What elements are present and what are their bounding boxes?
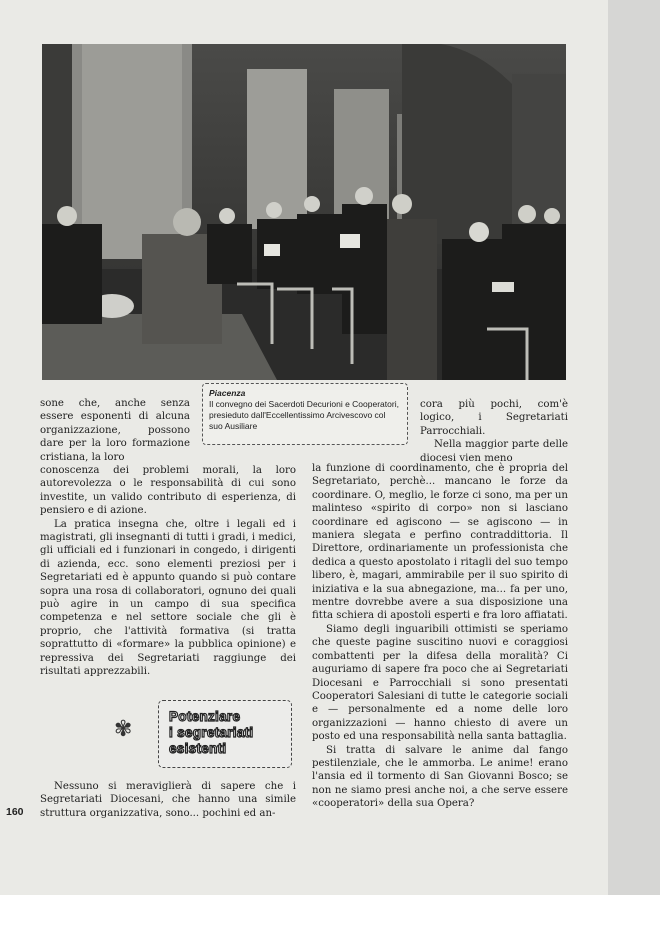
page-margin (608, 0, 660, 944)
section-heading-box (158, 700, 292, 768)
photo-caption (202, 383, 408, 445)
right-column-top-text (420, 398, 568, 465)
left-paragraph-3: Nessuno si meraviglierà di sapere che i Segretariati Diocesani, che hanno una simile struttura organizzativa, sono... pochini ed an- (40, 781, 296, 819)
caption-text: Il convegno dei Sacerdoti Decurioni e Cooperatori, presieduto dall'Eccellentissimo Arcivescovo col suo Ausiliare (209, 399, 399, 431)
left-paragraph-2: La pratica insegna che, oltre i legali ed i magistrati, gli insegnanti di tutti i gradi, i medici, gli ufficiali ed i funzionari in congedo, i dirigenti di azienda, ecc. sono elementi preziosi per i Segretariati ed è appunto quando si può contare sopra una rosa di collaboratori, ognuno dei quali può agire in un campo di sua specifica competenza e nel settore sociale che gli è proprio, che l'attività formativa (si tratta soprattutto di «formare» la pubblica opinione) e repressiva dei Segretariati raggiunge dei risultati apprezzabili. (40, 518, 297, 678)
left-column-top-text (40, 397, 190, 464)
right-paragraph-3: Si tratta di salvare le anime dal fango pestilenziale, che le ammorba. Le anime! erano l'ansia ed il tormento di San Giovanni Bosco; se non ne siamo presi anche noi, a che serve essere «cooperatori» della sua Opera? (312, 744, 568, 810)
right-paragraph-1-start: Nella maggior parte delle diocesi vien meno (420, 439, 568, 464)
ornament-icon: ✾ (114, 717, 133, 742)
section-heading-line-1: Potenziare (169, 709, 241, 724)
section-heading-line-3: esistenti (169, 741, 227, 756)
right-column-body (312, 462, 568, 811)
right-paragraph-start: cora più pochi, com'è logico, i Segretariati Parrocchiali. (420, 399, 568, 437)
scan-border (0, 895, 660, 944)
left-column-bottom (40, 780, 296, 820)
meeting-photograph (42, 44, 566, 380)
right-paragraph-2: Siamo degli inguaribili ottimisti se speriamo che queste pagine suscitino nuovi e coraggiosi combattenti per la difesa della moralità? Ci auguriamo di sapere fra poco che ai Segretariati Diocesani e Parrocchiali si sono presentati Cooperatori Salesiani di tutte le categorie sociali e — personalmente ed a nome delle loro organizzazioni — hanno chiesto di avere un posto ed una responsabilità nella santa battaglia. (312, 623, 568, 743)
right-paragraph-1: la funzione di coordinamento, che è propria del Segretariato, perchè... mancano le forze da coordinare. O, meglio, le forze ci sono, ma per un malinteso «spirito di corpo» non si lasciano coordinare ed agiscono — se agiscono — in maniera slegata e perfino contraddittoria. Il Direttore, ordinariamente un professionista che dedica a questo apostolato i ritagli del suo tempo libero, è, magari, ammirabile per il suo spirito di iniziativa e la sua abnegazione, ma... fa per uno, mentre dovrebbe avere a sua disposizione una fitta schiera di apostoli esperti e fra loro affiatati. (312, 463, 568, 622)
left-paragraph-start: sone che, anche senza essere esponenti di alcuna organizzazione, possono dare per la loro formazione cristiana, la loro (40, 398, 190, 463)
page-number: 160 (6, 806, 24, 818)
caption-place: Piacenza (209, 388, 246, 398)
left-column-body (40, 464, 296, 679)
section-heading-line-2: i segretariati (169, 725, 254, 740)
left-paragraph-1: conoscenza dei problemi morali, la loro autorevolezza o le responsabilità di cui sono investite, un valido contributo di esperienza, di pensiero e di azione. (40, 465, 296, 517)
photo-illustration (42, 44, 566, 380)
